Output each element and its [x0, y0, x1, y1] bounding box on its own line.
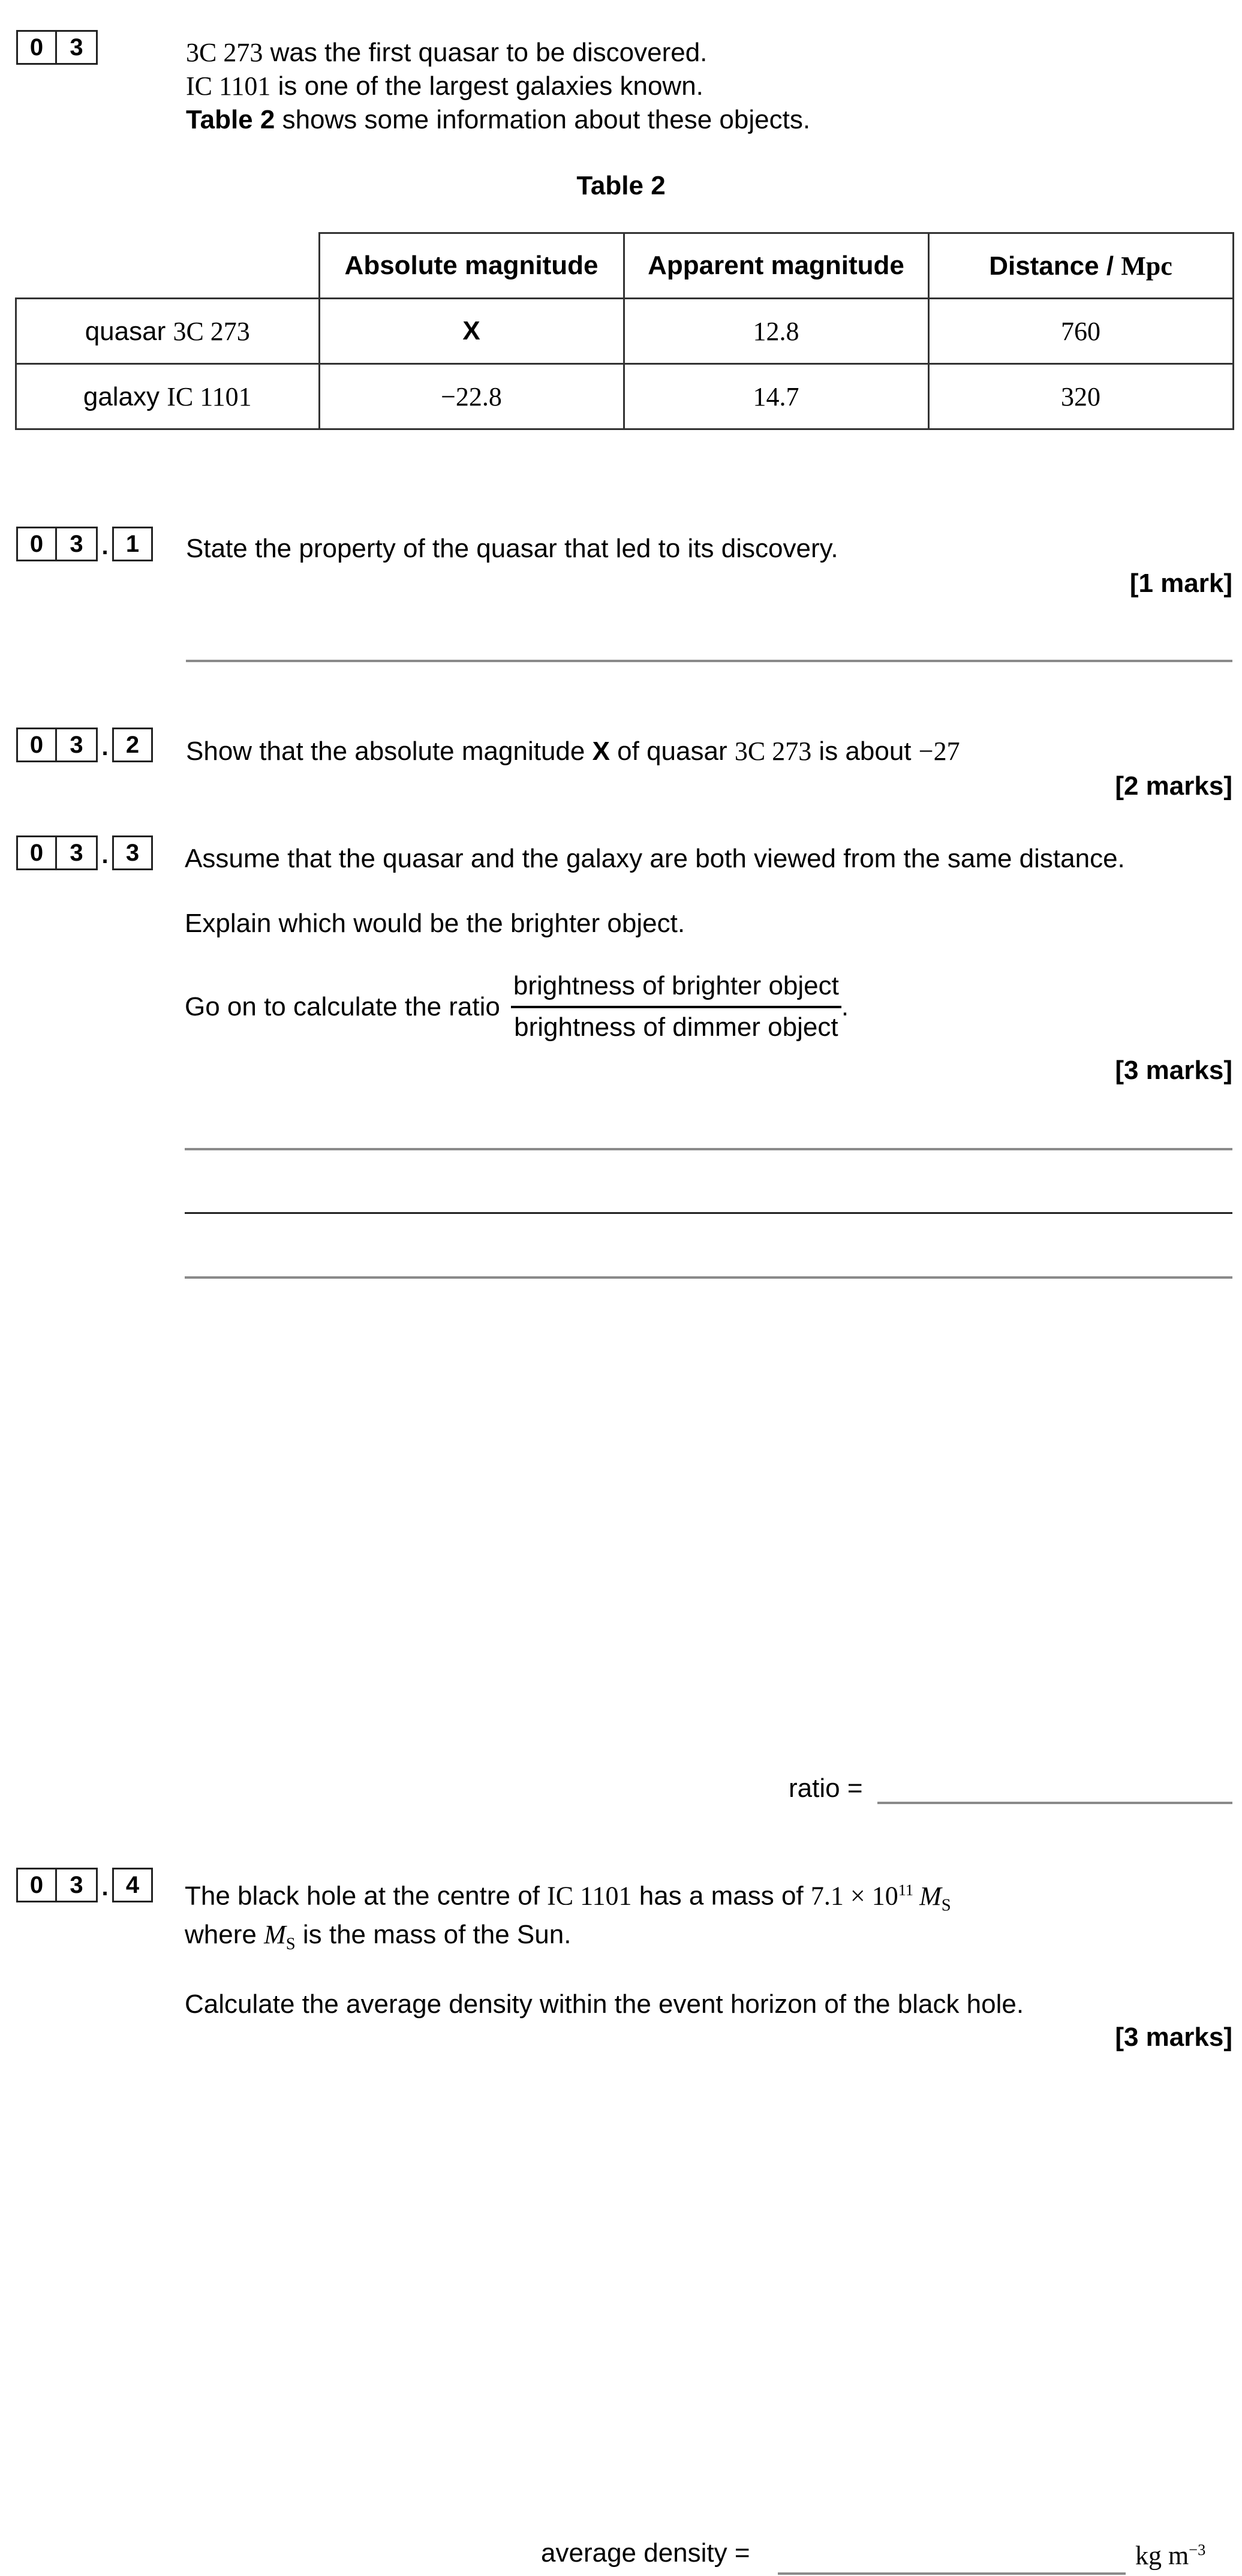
part-digit: 3 — [57, 835, 98, 870]
unit-mpc: Mpc — [1121, 251, 1172, 281]
answer-line[interactable] — [185, 1212, 1232, 1214]
part-number-box-03-4 — [16, 1868, 153, 1902]
header-apparent-magnitude: Apparent magnitude — [624, 233, 928, 299]
part-03-4-line-1: The black hole at the centre of IC 1101 has a mass of $7.1 \times 10^{11}$ $M_S$ — [185, 1881, 951, 1915]
table-reference: Table 2 — [186, 105, 275, 134]
ratio-answer-field[interactable] — [877, 1802, 1232, 1804]
cell-distance: 320 — [928, 364, 1233, 429]
part-separator: . — [101, 533, 109, 560]
solar-mass-symbol: M — [919, 1881, 942, 1911]
part-03-3-marks: [3 marks] — [1115, 1056, 1232, 1085]
variable-x: X — [592, 737, 610, 766]
cell-apparent-magnitude: 14.7 — [624, 364, 928, 429]
part-03-3-line-1: Assume that the quasar and the galaxy are both viewed from the same distance. — [185, 844, 1125, 873]
part-digit: 0 — [16, 728, 57, 762]
table-caption: Table 2 — [576, 171, 666, 200]
cell-apparent-magnitude: 12.8 — [624, 299, 928, 364]
part-03-2-prompt: Show that the absolute magnitude X of quasar 3C 273 is about −27 — [186, 737, 960, 766]
part-number-box-03-2 — [16, 728, 153, 762]
part-separator: . — [101, 842, 109, 868]
part-digit: 4 — [112, 1868, 153, 1902]
row-label: quasar 3C 273 — [16, 299, 320, 364]
question-digit: 0 — [16, 30, 57, 65]
part-03-3-line-2: Explain which would be the brighter object. — [185, 909, 685, 938]
density-answer-label: average density = — [541, 2538, 750, 2568]
mass-value: 7.1 × 10 — [810, 1881, 898, 1911]
part-03-1-prompt: State the property of the quasar that led to its discovery. — [186, 534, 838, 563]
mass-exponent: 11 — [898, 1881, 914, 1899]
intro-line-1 — [186, 40, 707, 66]
part-03-2-marks: [2 marks] — [1115, 771, 1232, 801]
part-digit: 3 — [57, 1868, 98, 1902]
table-header-row — [16, 233, 1234, 299]
ratio-prompt: Go on to calculate the ratio — [185, 991, 500, 1021]
part-03-4-line-2: where $M_S$ is the mass of the Sun. — [185, 1920, 572, 1953]
part-03-1-marks: [1 mark] — [1129, 569, 1232, 598]
question-digit: 3 — [57, 30, 98, 65]
part-separator: . — [101, 1874, 109, 1901]
part-03-4-line-3: Calculate the average density within the event horizon of the black hole. — [185, 1989, 1024, 2019]
answer-line[interactable] — [185, 1148, 1232, 1150]
part-03-4-marks: [3 marks] — [1115, 2022, 1232, 2052]
part-digit: 0 — [16, 835, 57, 870]
intro-line-3 — [186, 107, 810, 133]
part-number-box-03-3 — [16, 835, 153, 870]
cell-absolute-magnitude: −22.8 — [319, 364, 624, 429]
intro-text: was the first quasar to be discovered. — [263, 38, 708, 67]
object-name: 3C 273 — [186, 38, 263, 67]
brightness-fraction — [511, 970, 841, 1044]
part-03-3-line-3: Go on to calculate the ratio $\frac{\text{brightness of brighter object}}{\text{brightness of dimmer object}}$ . — [185, 970, 849, 1044]
part-digit: 3 — [57, 527, 98, 561]
part-digit: 1 — [112, 527, 153, 561]
cell-distance: 760 — [928, 299, 1233, 364]
object-name: IC 1101 — [186, 71, 271, 101]
intro-text: shows some information about these objects. — [275, 105, 811, 134]
part-digit: 0 — [16, 527, 57, 561]
part-separator: . — [101, 734, 109, 761]
solar-mass-symbol: M — [264, 1920, 286, 1949]
answer-line[interactable] — [185, 1276, 1232, 1279]
table-row — [16, 364, 1234, 429]
fraction-denominator: brightness of dimmer object — [514, 1012, 838, 1042]
ratio-answer-label: ratio = — [789, 1774, 863, 1803]
question-number-box — [16, 30, 98, 65]
intro-line-2 — [186, 73, 703, 100]
header-distance: Distance / Mpc — [928, 233, 1233, 299]
table-corner-cell — [16, 233, 320, 299]
fraction-numerator: brightness of brighter object — [513, 971, 839, 1000]
density-unit: kg $m^{-3}$ — [1135, 2541, 1206, 2571]
table-row — [16, 299, 1234, 364]
part-digit: 3 — [57, 728, 98, 762]
density-answer-field[interactable] — [778, 2572, 1126, 2575]
data-table — [15, 232, 1234, 430]
intro-text: is one of the largest galaxies known. — [270, 71, 703, 101]
cell-absolute-magnitude: X — [319, 299, 624, 364]
part-number-box-03-1 — [16, 527, 153, 561]
answer-line[interactable] — [186, 660, 1232, 662]
header-absolute-magnitude: Absolute magnitude — [319, 233, 624, 299]
part-digit: 3 — [112, 835, 153, 870]
row-label: galaxy IC 1101 — [16, 364, 320, 429]
part-digit: 2 — [112, 728, 153, 762]
fraction-bar — [511, 1006, 841, 1008]
part-digit: 0 — [16, 1868, 57, 1902]
